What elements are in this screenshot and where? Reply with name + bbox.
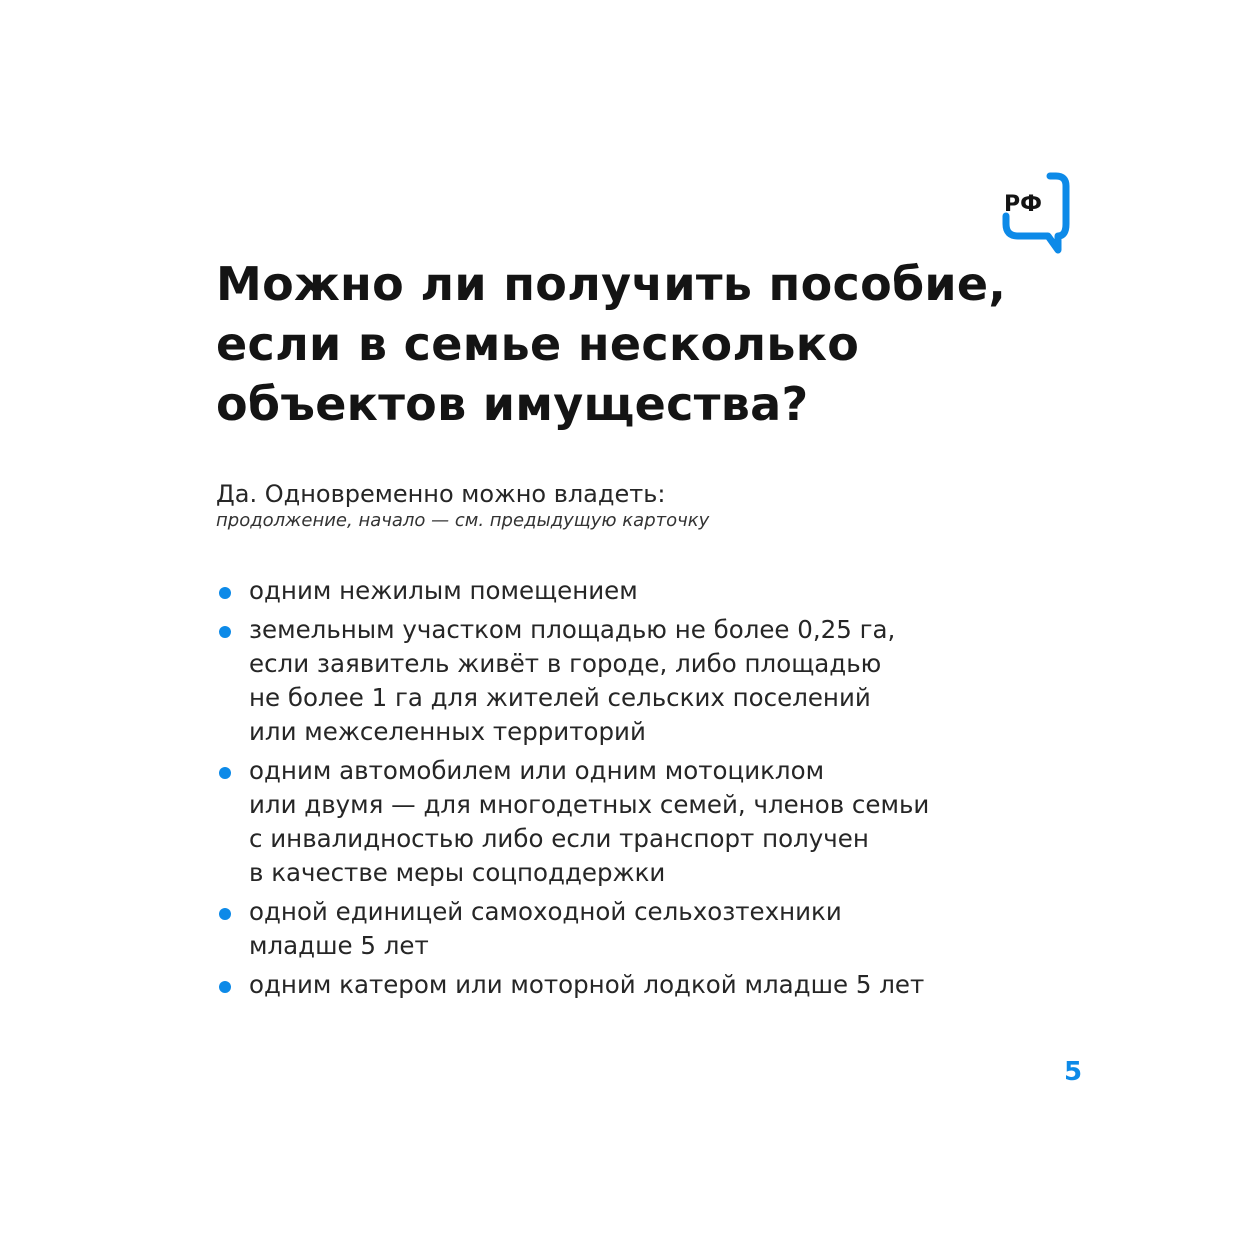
- page-number: 5: [1064, 1057, 1083, 1087]
- bullet-dot-icon: [219, 767, 231, 779]
- list-item: [216, 754, 1036, 890]
- answer-lead: Да. Одновременно можно владеть:: [216, 480, 666, 508]
- chat-bubble-logo-icon: [1000, 172, 1072, 256]
- bullet-dot-icon: [219, 908, 231, 920]
- list-item: [216, 574, 1036, 608]
- list-item: [216, 968, 1036, 1002]
- list-item-line: одним катером или моторной лодкой младше 5 лет: [249, 970, 925, 999]
- list-item-line: с инвалидностью либо если транспорт получен: [249, 824, 869, 853]
- list-item-line: земельным участком площадью не более 0,25 га,: [249, 615, 896, 644]
- list-item-line: одной единицей самоходной сельхозтехники: [249, 897, 842, 926]
- title-line: Можно ли получить пособие,: [216, 257, 1007, 311]
- list-item-line: одним нежилым помещением: [249, 576, 638, 605]
- list-item-line: в качестве меры соцподдержки: [249, 858, 666, 887]
- rf-logo: [1000, 172, 1072, 256]
- list-item-line: младше 5 лет: [249, 931, 429, 960]
- page-title: [216, 254, 1116, 434]
- title-line: если в семье несколько: [216, 317, 860, 371]
- list-item-line: или двумя — для многодетных семей, членов семьи: [249, 790, 930, 819]
- list-item: [216, 895, 1036, 963]
- title-line: объектов имущества?: [216, 377, 809, 431]
- list-item-line: не более 1 га для жителей сельских поселений: [249, 683, 871, 712]
- list-item-line: одним автомобилем или одним мотоциклом: [249, 756, 825, 785]
- logo-text: РФ: [1004, 192, 1042, 217]
- list-item-line: или межселенных территорий: [249, 717, 646, 746]
- list-item: [216, 613, 1036, 749]
- bullet-dot-icon: [219, 981, 231, 993]
- property-list: [216, 574, 1036, 1007]
- continuation-note: продолжение, начало — см. предыдущую карточку: [216, 510, 710, 531]
- bullet-dot-icon: [219, 587, 231, 599]
- list-item-line: если заявитель живёт в городе, либо площадью: [249, 649, 882, 678]
- bullet-dot-icon: [219, 626, 231, 638]
